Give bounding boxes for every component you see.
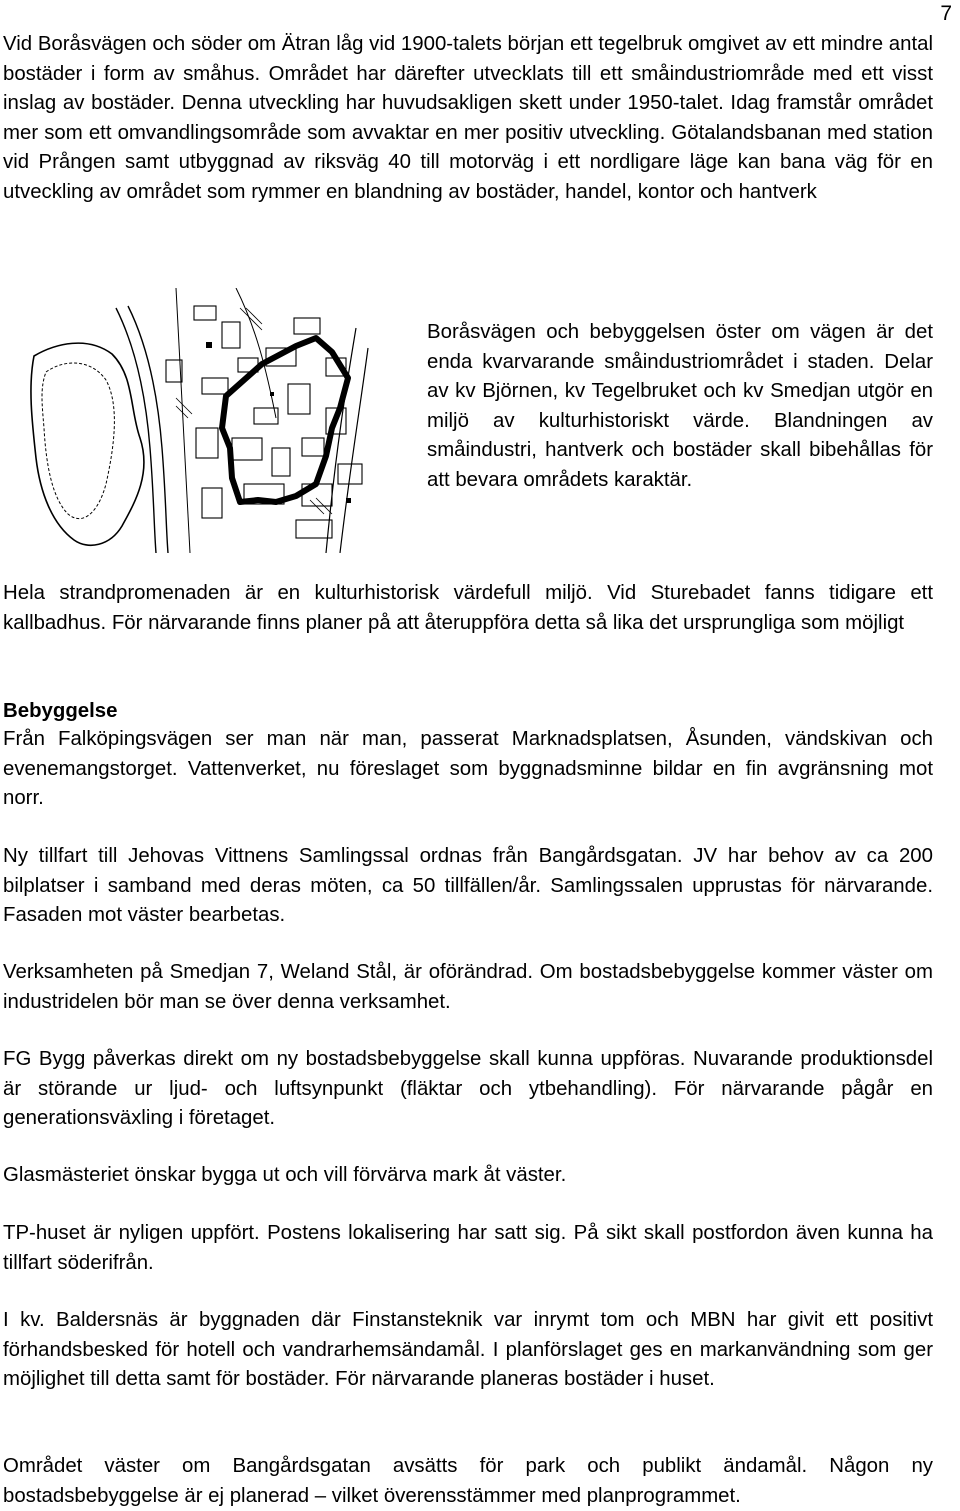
area-map-illustration bbox=[26, 288, 380, 553]
bangardsgatan-paragraph: Området väster om Bangårdsgatan avsätts för park och publikt ändamål. Någon ny bostadsbebyggelse är ej planerad – vilket överensstämmer med planprogrammet. bbox=[3, 1455, 933, 1507]
page-number: 7 bbox=[940, 2, 952, 25]
intro-paragraph: Vid Boråsvägen och söder om Ätran låg vid 1900-talets början ett tegelbruk omgivet av ett mindre antal bostäder i form av småhus. Området har därefter utvecklats till ett småindustriområde med ett visst inslag av bostäder. Denna utveckling har huvudsakligen skett under 1950-talet. Idag framstår området mer som ett omvandlingsområde som avvaktar en mer positiv utveckling. Götalandsbanan med station vid Prången samt utbyggnad av riksväg 40 till motorväg i ett nordligare läge kan bana väg för en utveckling av området som rymmer en blandning av bostäder, handel, kontor och hantverk bbox=[3, 33, 933, 203]
baldersnas-paragraph: I kv. Baldersnäs är byggnaden där Finstansteknik var inrymt tom och MBN har givit ett positivt förhandsbesked för hotell och vandrarhemsändamål. I planförslaget ges en markanvändning som ger möjlighet till detta samt för bostäder. För närvarande planeras bostäder i huset. bbox=[3, 1309, 933, 1390]
glasmasteriet-paragraph: Glasmästeriet önskar bygga ut och vill förvärva mark åt väster. bbox=[3, 1164, 567, 1186]
smedjan-paragraph: Verksamheten på Smedjan 7, Weland Stål, är oförändrad. Om bostadsbebyggelse kommer väster om industridelen bör man se över denna verksamhet. bbox=[3, 961, 933, 1013]
bebyggelse-paragraph: Från Falköpingsvägen ser man när man, passerat Marknadsplatsen, Åsunden, vändskivan och evenemangstorget. Vattenverket, nu föreslaget som byggnadsminne bildar en fin avgränsning mot norr. bbox=[3, 728, 933, 809]
map-caption: Boråsvägen och bebyggelsen öster om vägen är det enda kvarvarande småindustriområdet i staden. Delar av kv Björnen, kv Tegelbruket och kv Smedjan utgör en miljö av kulturhistoriskt värde. Blandningen av småindustri, hantverk och bostäder skall bibehållas för att bevara områdets karaktär. bbox=[427, 321, 933, 491]
tp-huset-paragraph: TP-huset är nyligen uppfört. Postens lokalisering har satt sig. På sikt skall postfordon även kunna ha tillfart söderifrån. bbox=[3, 1222, 933, 1274]
fg-bygg-paragraph: FG Bygg påverkas direkt om ny bostadsbebyggelse skall kunna uppföras. Nuvarande produktionsdel är störande ur ljud- och luftsynpunkt (fläktar och ytbehandling). För närvarande pågår en generationsväxling i företaget. bbox=[3, 1048, 933, 1129]
strandpromenad-paragraph: Hela strandpromenaden är en kulturhistorisk värdefull miljö. Vid Sturebadet fanns tidigare ett kallbadhus. För närvarande finns planer på att återuppföra detta så lika det ursprungliga som möjligt bbox=[3, 582, 933, 634]
section-heading-bebyggelse: Bebyggelse bbox=[3, 700, 118, 722]
jehovas-vittnen-paragraph: Ny tillfart till Jehovas Vittnens Samlingssal ordnas från Bangårdsgatan. JV har behov av ca 200 bilplatser i samband med deras möten, ca 50 tillfällen/år. Samlingssalen upprustas för närvarande. Fasaden mot väster bearbetas. bbox=[3, 845, 933, 926]
